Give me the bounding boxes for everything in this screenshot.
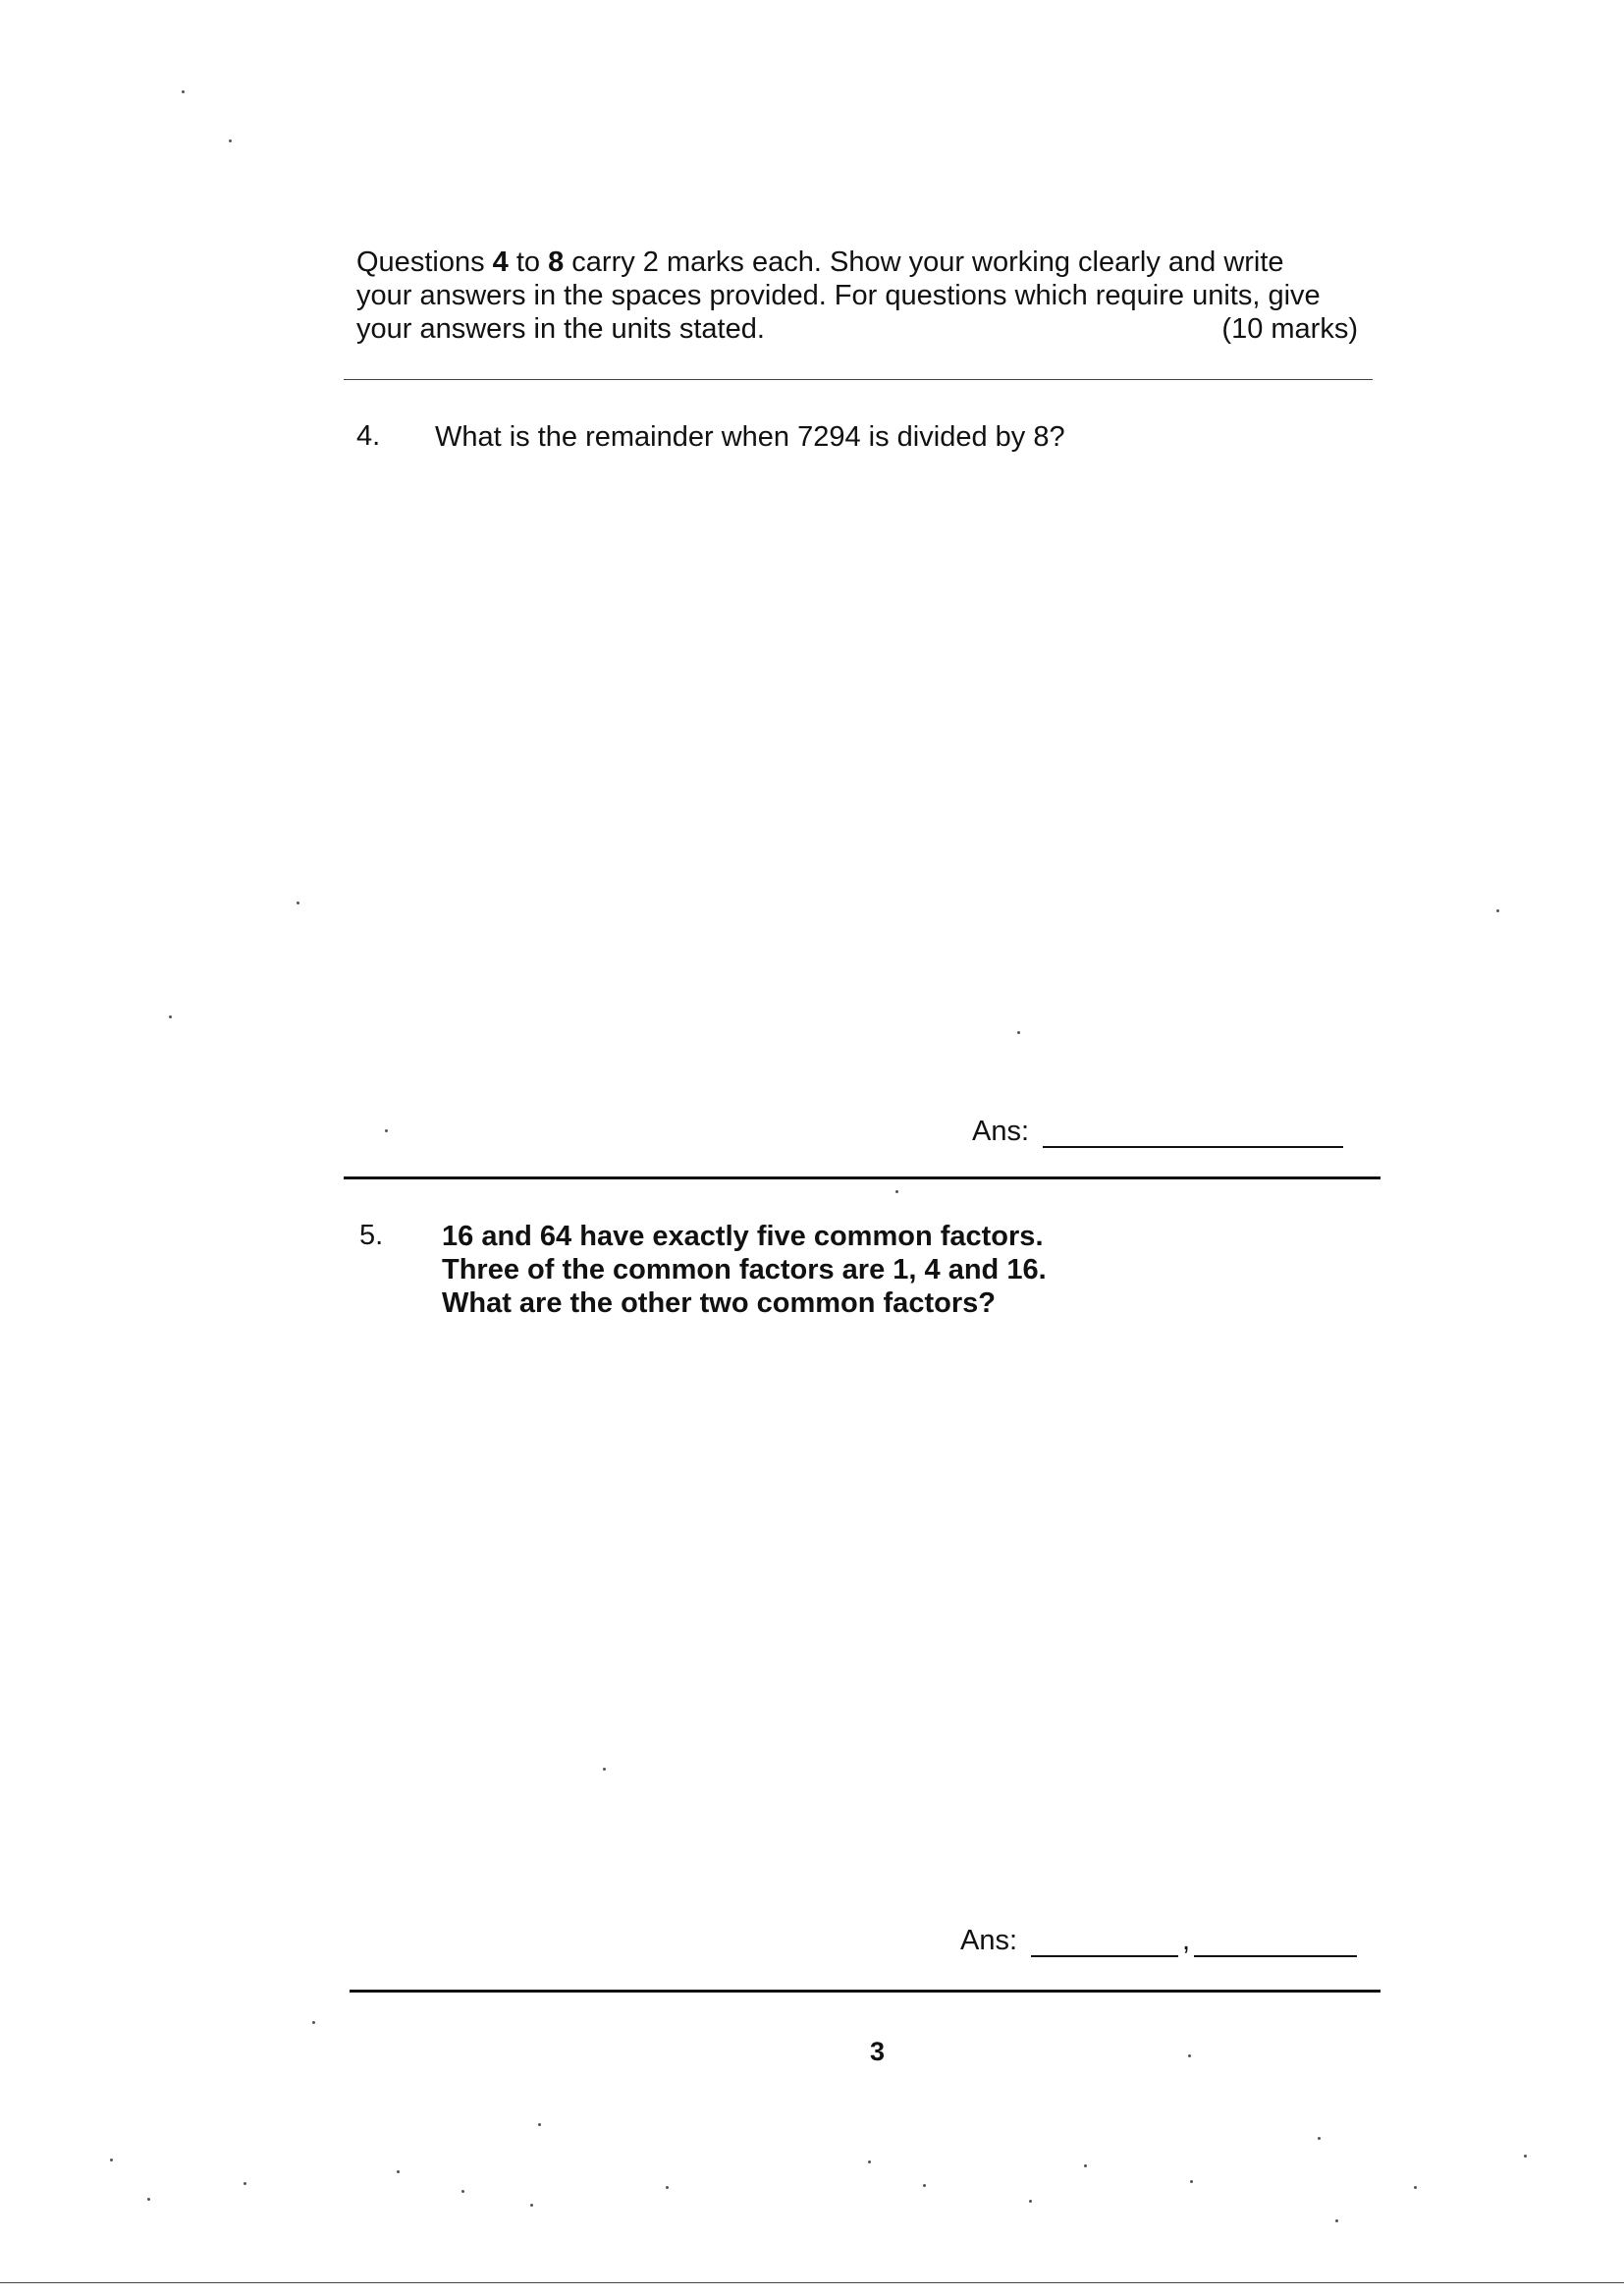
answer-separator: , — [1182, 1925, 1191, 1956]
scan-speck — [1017, 1031, 1020, 1034]
scan-speck — [1029, 2200, 1032, 2203]
page-number: 3 — [870, 2037, 886, 2066]
scan-speck — [297, 902, 299, 904]
scan-edge-line — [0, 2282, 1624, 2283]
scan-speck — [1524, 2155, 1527, 2158]
scan-speck — [229, 139, 232, 142]
scan-speck — [538, 2123, 541, 2126]
scan-speck — [1190, 2180, 1193, 2183]
instructions-text: carry 2 marks each. Show your working clearly and write — [564, 246, 1284, 278]
scan-speck — [530, 2204, 533, 2207]
divider — [350, 1990, 1380, 1993]
scan-speck — [169, 1015, 172, 1018]
scan-speck — [1084, 2164, 1087, 2167]
answer-blank-2[interactable] — [1194, 1930, 1357, 1957]
question-range-start: 4 — [492, 246, 509, 278]
instructions-text: your answers in the spaces provided. For questions which require units, give — [356, 280, 1321, 311]
instructions-text: to — [508, 246, 549, 278]
answer-row — [960, 1925, 1357, 1957]
scan-speck — [1188, 2054, 1191, 2057]
question-number: 4. — [356, 420, 381, 452]
scan-speck — [312, 2021, 315, 2024]
answer-blank-1[interactable] — [1031, 1930, 1178, 1957]
question-text-line-1: 16 and 64 have exactly five common factors. — [442, 1221, 1044, 1252]
scan-speck — [147, 2198, 150, 2201]
scan-speck — [385, 1129, 388, 1132]
scan-speck — [923, 2184, 926, 2187]
divider — [344, 1176, 1380, 1179]
scan-speck — [1318, 2137, 1321, 2140]
scan-speck — [397, 2170, 400, 2173]
instructions-line-1 — [356, 246, 1358, 279]
question-range-end: 8 — [548, 246, 565, 278]
section-instructions — [356, 246, 1358, 346]
question-text-line-2: Three of the common factors are 1, 4 and 16. — [442, 1254, 1047, 1285]
answer-label: Ans: — [972, 1116, 1030, 1147]
instructions-text: Questions — [356, 246, 493, 278]
answer-row — [972, 1116, 1343, 1148]
scan-speck — [1496, 909, 1499, 912]
answer-blank[interactable] — [1043, 1121, 1343, 1148]
scan-speck — [110, 2159, 113, 2161]
scan-speck — [603, 1768, 606, 1771]
instructions-line-3 — [356, 312, 1358, 346]
question-text: What is the remainder when 7294 is divided by 8? — [435, 421, 1065, 453]
scan-speck — [182, 90, 185, 93]
scan-speck — [868, 2160, 871, 2163]
instructions-text: your answers in the units stated. — [356, 313, 765, 345]
scan-speck — [1335, 2219, 1338, 2222]
question-number: 5. — [359, 1220, 384, 1251]
scan-speck — [461, 2190, 464, 2193]
question-text-line-3: What are the other two common factors? — [442, 1287, 996, 1319]
scan-speck — [895, 1190, 898, 1193]
total-marks: (10 marks) — [1221, 313, 1358, 345]
answer-label: Ans: — [960, 1925, 1018, 1956]
scan-speck — [666, 2186, 669, 2189]
scan-speck — [1414, 2186, 1417, 2189]
instructions-line-2 — [356, 279, 1358, 312]
divider — [344, 379, 1373, 380]
scan-speck — [244, 2182, 246, 2185]
